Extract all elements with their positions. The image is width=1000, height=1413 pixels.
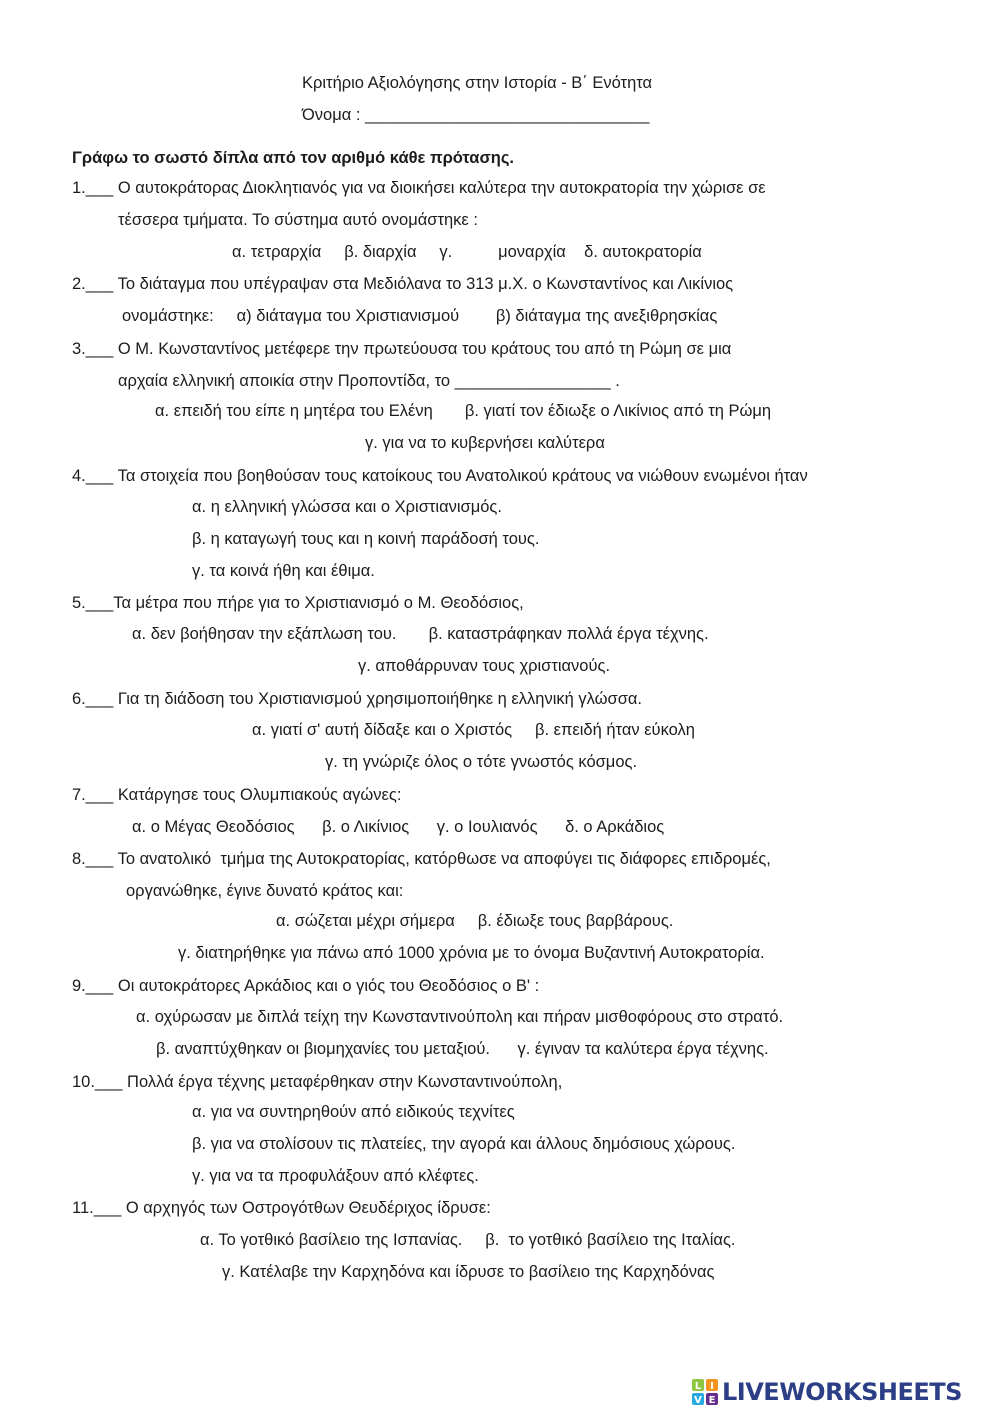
question-3-text: 3.___ Ο Μ. Κωνσταντίνος μετέφερε την πρωτεύουσα του κράτους του από τη Ρώμη σε μια xyxy=(72,340,732,358)
page-title: Κριτήριο Αξιολόγησης στην Ιστορία - Β΄ Ενότητα xyxy=(302,74,653,92)
question-6-options: α. γιατί σ' αυτή δίδαξε και ο Χριστός β. επειδή ήταν εύκολη xyxy=(252,721,695,739)
liveworksheets-watermark xyxy=(690,1375,962,1409)
question-3-options: α. επειδή του είπε η μητέρα του Ελένη β. γιατί τον έδιωξε ο Λικίνιος από τη Ρώμη xyxy=(155,402,772,420)
question-8-text: 8.___ Το ανατολικό τμήμα της Αυτοκρατορίας, κατόρθωσε να αποφύγει τις διάφορες επιδρομές, xyxy=(72,850,771,868)
question-5-options: α. δεν βοήθησαν την εξάπλωση του. β. καταστράφηκαν πολλά έργα τέχνης. xyxy=(132,625,709,643)
question-11-options: α. Το γοτθικό βασίλειο της Ισπανίας. β. το γοτθικό βασίλειο της Ιταλίας. xyxy=(200,1231,736,1249)
question-6-option-c: γ. τη γνώριζε όλος ο τότε γνωστός κόσμος. xyxy=(325,753,638,771)
instructions: Γράφω το σωστό δίπλα από τον αριθμό κάθε πρότασης. xyxy=(72,149,514,167)
svg-text:V: V xyxy=(694,1395,702,1406)
question-11-option-c: γ. Κατέλαβε την Καρχηδόνα και ίδρυσε το βασίλειο της Καρχηδόνας xyxy=(222,1263,715,1281)
svg-text:L: L xyxy=(694,1381,702,1392)
svg-text:E: E xyxy=(708,1395,716,1406)
question-7-text: 7.___ Κατάργησε τους Ολυμπιακούς αγώνες: xyxy=(72,786,402,804)
question-1-text-cont: τέσσερα τμήματα. Το σύστημα αυτό ονομάστηκε : xyxy=(118,211,478,229)
question-10-option-b: β. για να στολίσουν τις πλατείες, την αγορά και άλλους δημόσιους χώρους. xyxy=(192,1135,736,1153)
question-4-option-a: α. η ελληνική γλώσσα και ο Χριστιανισμός. xyxy=(192,498,502,516)
question-10-text: 10.___ Πολλά έργα τέχνης μεταφέρθηκαν στην Κωνσταντινούπολη, xyxy=(72,1073,563,1091)
liveworksheets-logo-icon xyxy=(690,1377,720,1407)
question-8-options: α. σώζεται μέχρι σήμερα β. έδιωξε τους βαρβάρους. xyxy=(276,912,674,930)
svg-text:I: I xyxy=(710,1381,714,1392)
question-6-text: 6.___ Για τη διάδοση του Χριστιανισμού χρησιμοποιήθηκε η ελληνική γλώσσα. xyxy=(72,690,643,708)
question-1-text: 1.___ Ο αυτοκράτορας Διοκλητιανός για να διοικήσει καλύτερα την αυτοκρατορία την χώρισε σε xyxy=(72,179,766,197)
question-3-option-c: γ. για να το κυβερνήσει καλύτερα xyxy=(365,434,605,452)
question-9-options: β. αναπτύχθηκαν οι βιομηχανίες του μεταξιού. γ. έγιναν τα καλύτερα έργα τέχνης. xyxy=(156,1040,769,1058)
question-4-text: 4.___ Τα στοιχεία που βοηθούσαν τους κατοίκους του Ανατολικού κράτους να νιώθουν ενωμένοι ήταν xyxy=(72,467,808,485)
question-2-text: 2.___ Το διάταγμα που υπέγραψαν στα Μεδιόλανα το 313 μ.Χ. ο Κωνσταντίνος και Λικίνιος xyxy=(72,275,734,293)
question-4-option-b: β. η καταγωγή τους και η κοινή παράδοσή τους. xyxy=(192,530,540,548)
question-8-option-c: γ. διατηρήθηκε για πάνω από 1000 χρόνια με το όνομα Βυζαντινή Αυτοκρατορία. xyxy=(178,944,765,962)
question-1-options: α. τετραρχία β. διαρχία γ. μοναρχία δ. αυτοκρατορία xyxy=(232,243,702,261)
question-9-text: 9.___ Οι αυτοκράτορες Αρκάδιος και ο γιός του Θεοδόσιος ο Β' : xyxy=(72,977,540,995)
question-9-option-a: α. οχύρωσαν με διπλά τείχη την Κωνσταντινούπολη και πήραν μισθοφόρους στο στρατό. xyxy=(136,1008,784,1026)
question-10-option-a: α. για να συντηρηθούν από ειδικούς τεχνίτες xyxy=(192,1103,515,1121)
question-10-option-c: γ. για να τα προφυλάξουν από κλέφτες. xyxy=(192,1167,479,1185)
question-11-text: 11.___ Ο αρχηγός των Οστρογότθων Θευδέριχος ίδρυσε: xyxy=(72,1199,491,1217)
question-3-text-cont: αρχαία ελληνική αποικία στην Προποντίδα, το _________________ . xyxy=(118,372,620,390)
liveworksheets-wordmark: LIVEWORKSHEETS xyxy=(722,1378,962,1406)
question-8-text-cont: οργανώθηκε, έγινε δυνατό κράτος και: xyxy=(126,882,404,900)
question-5-option-c: γ. αποθάρρυναν τους χριστιανούς. xyxy=(358,657,611,675)
question-4-option-c: γ. τα κοινά ήθη και έθιμα. xyxy=(192,562,375,580)
student-name-field[interactable]: Όνομα : _______________________________ xyxy=(302,106,650,124)
question-7-options: α. ο Μέγας Θεοδόσιος β. ο Λικίνιος γ. ο Ιουλιανός δ. ο Αρκάδιος xyxy=(132,818,665,836)
question-5-text: 5.___Τα μέτρα που πήρε για το Χριστιανισμό ο Μ. Θεοδόσιος, xyxy=(72,594,524,612)
question-2-options: ονομάστηκε: α) διάταγμα του Χριστιανισμού β) διάταγμα της ανεξιθρησκίας xyxy=(122,307,718,325)
